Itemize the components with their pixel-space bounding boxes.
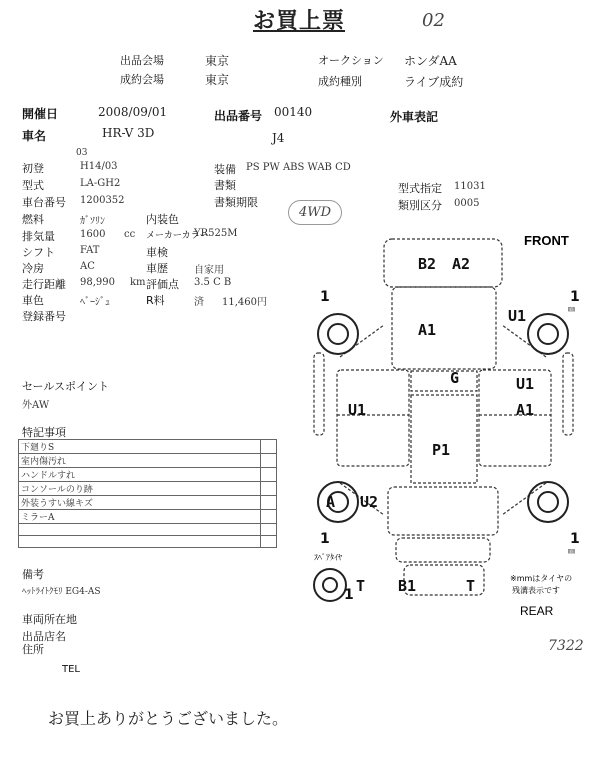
first-reg-label: 初登: [22, 162, 44, 175]
mileage-label: 走行距離: [22, 278, 66, 291]
model-label: 車名: [22, 129, 47, 143]
model-value: HR-V 3D: [102, 126, 155, 140]
date-value: 2008/09/01: [98, 105, 168, 119]
fuel-label: 燃料: [22, 213, 44, 226]
damage-mark-p1: P1: [432, 441, 451, 459]
note-cell: [19, 524, 261, 536]
remarks-label: 備考: [22, 568, 44, 581]
color-label: 車色: [22, 294, 44, 307]
damage-mark-a1-hood: A1: [418, 321, 437, 339]
displacement-label: 排気量: [22, 230, 55, 243]
damage-mark-a-rear-left: A: [326, 493, 336, 511]
category-label: 類別区分: [398, 199, 442, 212]
note-cell: 外装うすい線キズ: [19, 496, 261, 510]
grade-value: J4: [272, 131, 285, 145]
venue-value: 東京: [205, 54, 230, 68]
inspection-label: 車検: [146, 246, 168, 259]
note-cell: 室内傷汚れ: [19, 454, 261, 468]
tire-tread-rear-left: 1: [320, 531, 330, 547]
small-code: 03: [76, 148, 88, 158]
score-value: 3.5 C B: [194, 277, 232, 288]
tire-unit-rear-right: ㎜: [568, 547, 575, 555]
category-value: 0005: [454, 198, 480, 209]
damage-mark-u2: U2: [360, 493, 379, 511]
tire-tread-rear-right: 1: [570, 531, 580, 547]
contract-venue-label: 成約会場: [120, 73, 164, 86]
damage-mark-u1-right: U1: [516, 375, 535, 393]
venue-label: 出品会場: [120, 54, 164, 67]
chassis-value: 1200352: [80, 195, 125, 206]
lot-value: 00140: [274, 105, 313, 119]
docs-expiry-label: 書類期限: [214, 196, 258, 209]
note-cell: 下廻りS: [19, 440, 261, 454]
spare-tire-label: ｽﾍﾟｱﾀｲﾔ: [314, 553, 342, 562]
note-cell: ハンドルすれ: [19, 468, 261, 482]
ac-value: AC: [80, 261, 95, 272]
equip-value: PS PW ABS WAB CD: [246, 162, 351, 173]
equip-label: 装備: [214, 163, 236, 176]
tire-tread-front-left: 1: [320, 289, 330, 305]
mileage-unit: km: [130, 277, 146, 288]
car-diagram: [300, 225, 600, 645]
tire-tread-front-right: 1: [570, 289, 580, 305]
history-value: 自家用: [194, 265, 224, 276]
vehicle-location-label: 車両所在地: [22, 613, 77, 626]
table-row: [19, 536, 277, 548]
shift-value: FAT: [80, 245, 100, 256]
displacement-unit: cc: [124, 229, 136, 240]
tire-unit-front-right: ㎜: [568, 305, 575, 313]
page-number: 02: [422, 10, 445, 31]
damage-mark-a2: A2: [452, 255, 471, 273]
docs-label: 書類: [214, 179, 236, 192]
note-cell: ミラーA: [19, 510, 261, 524]
damage-mark-u1-left: U1: [348, 401, 367, 419]
store-label: 出品店名: [22, 630, 66, 643]
contract-type-label: 成約種別: [318, 75, 362, 88]
date-label: 開催日: [22, 107, 59, 121]
r-fee-status: 済: [194, 297, 204, 308]
table-row: [19, 440, 277, 454]
table-row: [19, 496, 277, 510]
sales-point-value: 外AW: [22, 400, 50, 411]
sales-point-label: セールスポイント: [22, 380, 110, 393]
contract-venue-value: 東京: [205, 73, 230, 87]
model-designation-label: 型式指定: [398, 182, 442, 195]
page-title: お買上票: [253, 9, 346, 34]
type-label: 型式: [22, 179, 44, 192]
damage-mark-b2: B2: [418, 255, 437, 273]
table-row: [19, 510, 277, 524]
type-value: LA-GH2: [80, 178, 121, 189]
maker-color-value: YR525M: [194, 228, 238, 239]
damage-mark-g: G: [450, 369, 460, 387]
front-label: FRONT: [524, 233, 569, 248]
table-row: [19, 482, 277, 496]
note-cell: [19, 536, 261, 548]
damage-mark-a1-right: A1: [516, 401, 535, 419]
displacement-value: 1600: [80, 229, 106, 240]
first-reg-value: H14/03: [80, 161, 118, 172]
damage-mark-t-rear: T: [466, 577, 476, 595]
auction-label: オークション: [318, 54, 384, 67]
ac-label: 冷房: [22, 262, 44, 275]
r-fee-label: R料: [146, 294, 165, 307]
plate-label: 登録番号: [22, 310, 66, 323]
exterior-label: 外車表記: [390, 110, 439, 124]
history-label: 車歴: [146, 262, 168, 275]
lot-label: 出品番号: [214, 109, 263, 123]
table-row: [19, 468, 277, 482]
note-line-2: 残溝表示です: [512, 586, 560, 595]
shift-label: シフト: [22, 246, 55, 259]
mileage-value: 98,990: [80, 277, 115, 288]
model-designation-value: 11031: [454, 181, 486, 192]
damage-mark-u1-front-right: U1: [508, 307, 527, 325]
tire-tread-spare: 1: [344, 587, 354, 603]
contract-type-value: ライブ成約: [404, 75, 464, 89]
handwritten-stamp: 7322: [548, 638, 584, 654]
remarks-value: ﾍｯﾄﾗｲﾄｸﾓﾘ EG4-AS: [22, 587, 101, 597]
address-label: 住所: [22, 643, 44, 656]
note-line-1: ※mmはタイヤの: [510, 574, 573, 583]
chassis-label: 車台番号: [22, 196, 66, 209]
table-row: [19, 524, 277, 536]
r-fee-value: 11,460円: [222, 297, 267, 308]
table-row: [19, 454, 277, 468]
damage-mark-t-spare: T: [356, 577, 366, 595]
auction-value: ホンダAA: [404, 54, 457, 68]
maker-color-label: メーカーカラー: [146, 231, 209, 241]
rear-label: REAR: [520, 604, 554, 618]
tel-label: TEL: [62, 664, 80, 675]
color-value: ﾍﾞｰｼﾞｭ: [80, 297, 110, 308]
thanks-message: お買上ありがとうございました。: [48, 709, 289, 728]
note-cell: コンソールのり跡: [19, 482, 261, 496]
fwd-handwritten-note: 4WD: [288, 200, 342, 225]
interior-color-label: 内装色: [146, 213, 179, 226]
notes-label: 特記事項: [22, 426, 66, 439]
fuel-value: ｶﾞｿﾘﾝ: [80, 216, 105, 227]
notes-table: [18, 439, 277, 548]
score-label: 評価点: [146, 278, 179, 291]
damage-mark-b1: B1: [398, 577, 417, 595]
